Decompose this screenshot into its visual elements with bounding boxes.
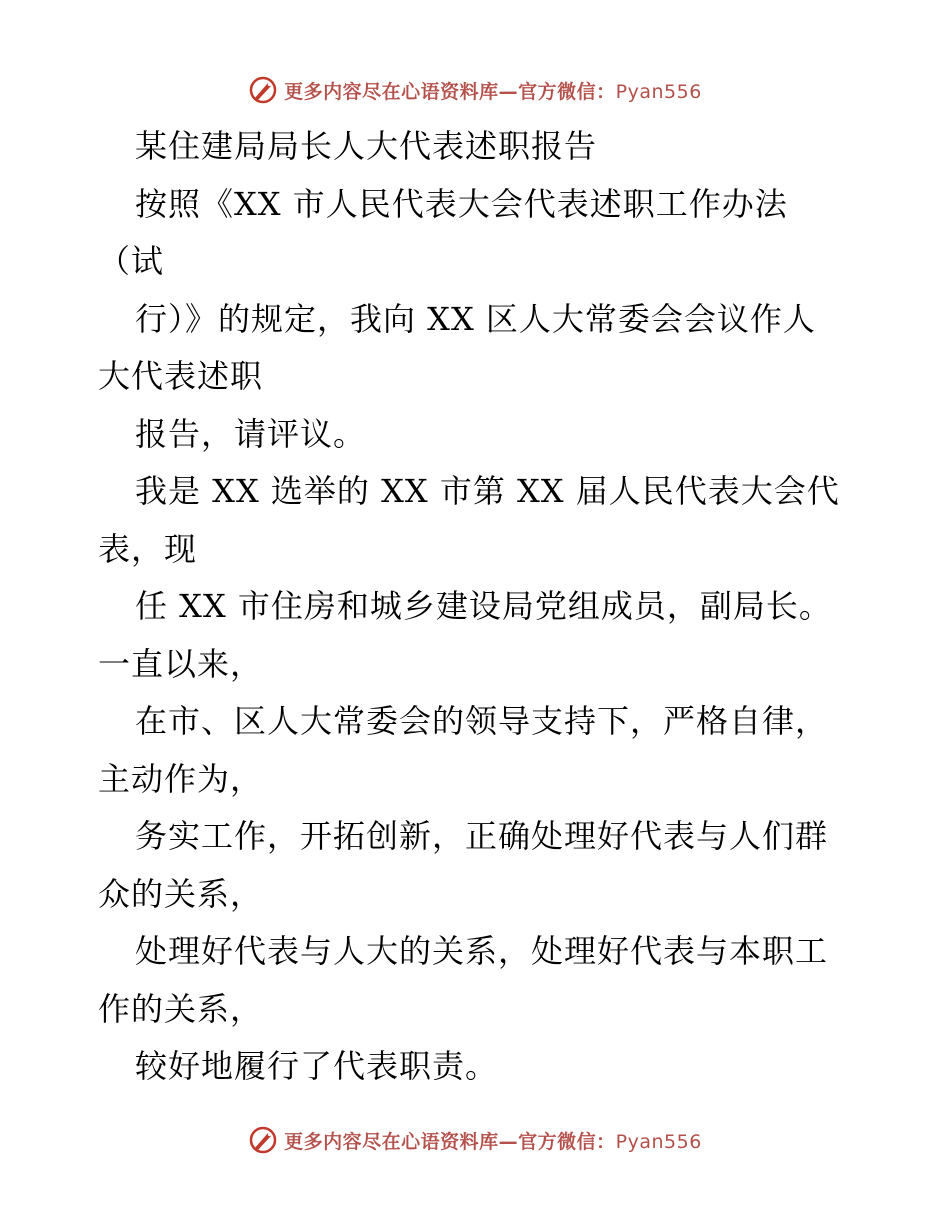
- watermark-text: 更多内容尽在心语资料库—官方微信：Pyan556: [284, 80, 702, 103]
- doc-line: （试: [98, 242, 165, 280]
- pen-nib-circle-icon: [248, 1125, 278, 1155]
- doc-line: 行）》的规定，我向 XX 区人大常委会会议作人: [135, 299, 816, 338]
- doc-line: 我是 XX 选举的 XX 市第 XX 届人民代表大会代: [135, 472, 840, 510]
- watermark-id: Pyan556: [615, 1130, 702, 1153]
- doc-line: 务实工作，开拓创新，正确处理好代表与人们群: [135, 817, 829, 855]
- doc-line: 报告，请评议。: [135, 414, 367, 453]
- doc-line: 表，现: [98, 529, 198, 568]
- watermark-text: 更多内容尽在心语资料库—官方微信：Pyan556: [284, 1130, 702, 1153]
- doc-line: 众的关系，: [98, 874, 264, 913]
- doc-line: 任 XX 市住房和城乡建设局党组成员，副局长。: [135, 587, 832, 625]
- doc-line: 在市、区人大常委会的领导支持下，严格自律，: [135, 702, 829, 740]
- doc-line: 大代表述职: [98, 357, 264, 395]
- doc-line: 按照《XX 市人民代表大会代表述职工作办法: [135, 184, 788, 223]
- doc-line: 处理好代表与人大的关系，处理好代表与本职工: [135, 932, 829, 970]
- document-body: [98, 118, 858, 1096]
- watermark-id: Pyan556: [615, 80, 702, 103]
- footer-watermark: [0, 1120, 950, 1160]
- doc-line: 主动作为，: [98, 759, 264, 798]
- doc-line: 作的关系，: [98, 989, 264, 1028]
- doc-line: 某住建局局长人大代表述职报告: [135, 127, 598, 165]
- header-watermark: [0, 70, 950, 110]
- doc-line: 较好地履行了代表职责。: [135, 1047, 499, 1085]
- pen-nib-circle-icon: [248, 75, 278, 105]
- doc-line: 一直以来，: [98, 644, 264, 683]
